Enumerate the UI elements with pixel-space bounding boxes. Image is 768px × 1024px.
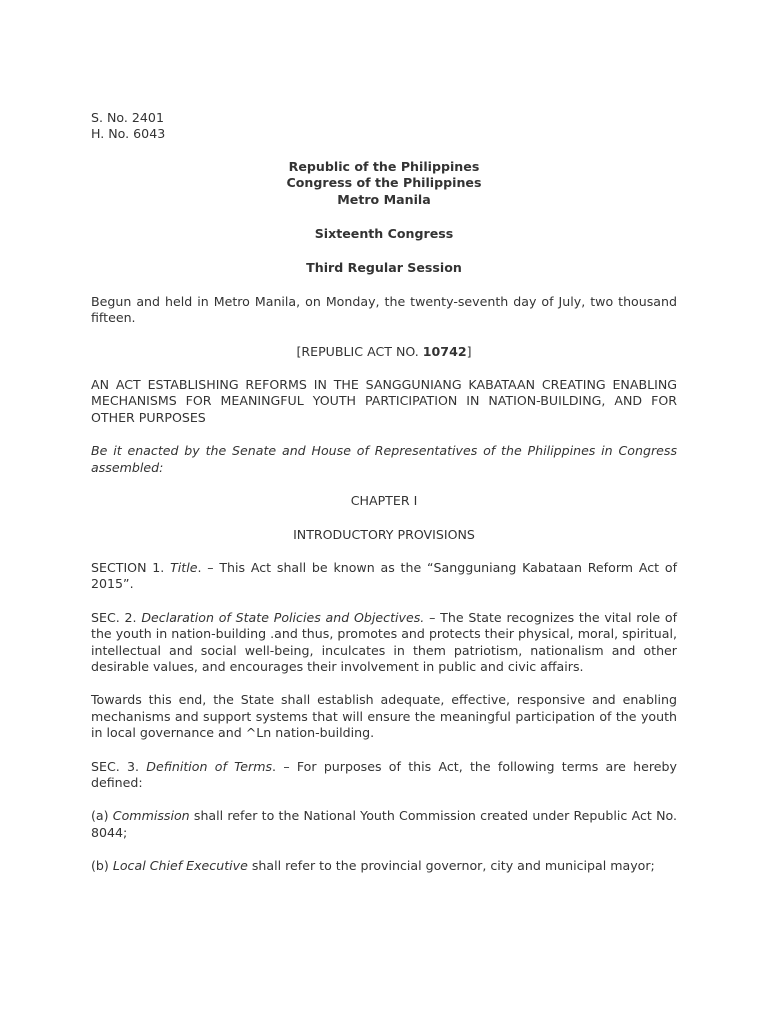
section-3-label: SEC. 3. — [91, 758, 147, 774]
definition-text: shall refer to the provincial governor, city and municipal mayor; — [247, 858, 655, 874]
section-2-label: SEC. 2. — [91, 609, 142, 625]
section-3-heading: Definition of Terms — [146, 758, 273, 774]
republic-act-suffix: ] — [466, 343, 472, 359]
section-2-heading: Declaration of State Policies and Objectives. – — [141, 609, 436, 625]
header-line-location: Metro Manila — [337, 191, 431, 207]
enacting-clause: Be it enacted by the Senate and House of Representatives of the Philippines in Congress assembled: — [91, 443, 677, 475]
bill-numbers — [91, 110, 677, 143]
republic-act-prefix: [REPUBLIC ACT NO. — [296, 343, 423, 359]
definition-item — [91, 808, 677, 841]
section-1-label: SECTION 1. — [91, 559, 171, 575]
definition-term: Commission — [112, 808, 190, 824]
definition-letter: (a) — [91, 808, 113, 824]
chapter-heading: CHAPTER I — [350, 493, 418, 509]
republic-act-value: 10742 — [422, 343, 467, 359]
section-2-paragraph-2: Towards this end, the State shall establish adequate, effective, responsive and enabling mechanisms and support systems that will ensure the meaningful participation of the youth in local governance and ^Ln nation-building. — [91, 692, 677, 741]
section-1-heading: Title — [170, 559, 198, 575]
senate-bill-number: S. No. 2401 — [91, 110, 164, 125]
begun-statement: Begun and held in Metro Manila, on Monday, the twenty-seventh day of July, two thousand fifteen. — [91, 293, 677, 326]
definition-term: Local Chief Executive — [112, 858, 248, 874]
republic-act-number — [91, 344, 677, 360]
header-line-congress: Congress of the Philippines — [286, 175, 482, 191]
act-title: AN ACT ESTABLISHING REFORMS IN THE SANGGUNIANG KABATAAN CREATING ENABLING MECHANISMS FOR MEANINGFUL YOUTH PARTICIPATION IN NATION-BUILDING, AND FOR OTHER PURPOSES — [91, 377, 677, 425]
section-1 — [91, 560, 677, 593]
chapter-title: INTRODUCTORY PROVISIONS — [293, 526, 475, 542]
section-3 — [91, 759, 677, 792]
house-bill-number: H. No. 6043 — [91, 126, 166, 142]
definition-text: shall refer to the National Youth Commission created under Republic Act No. 8044; — [91, 808, 677, 840]
session-name: Third Regular Session — [306, 260, 462, 276]
republic-header — [91, 159, 677, 208]
section-2-text: The State recognizes the vital role of the youth in nation-building .and thus, promotes and protects their physical, moral, spiritual, intellectual and social well-being, inculcates in them patriotism, nationalism and other desirable values, and encourages their involvement in public and civic affairs. — [91, 609, 678, 674]
section-2 — [91, 610, 677, 676]
header-line-republic: Republic of the Philippines — [288, 158, 480, 174]
section-1-text: . – This Act shall be known as the “Sangguniang Kabataan Reform Act of 2015”. — [91, 559, 677, 592]
congress-number: Sixteenth Congress — [314, 226, 454, 242]
definition-item — [91, 858, 677, 874]
section-3-text: . – For purposes of this Act, the following terms are hereby defined: — [91, 758, 677, 790]
definition-letter: (b) — [91, 858, 113, 874]
